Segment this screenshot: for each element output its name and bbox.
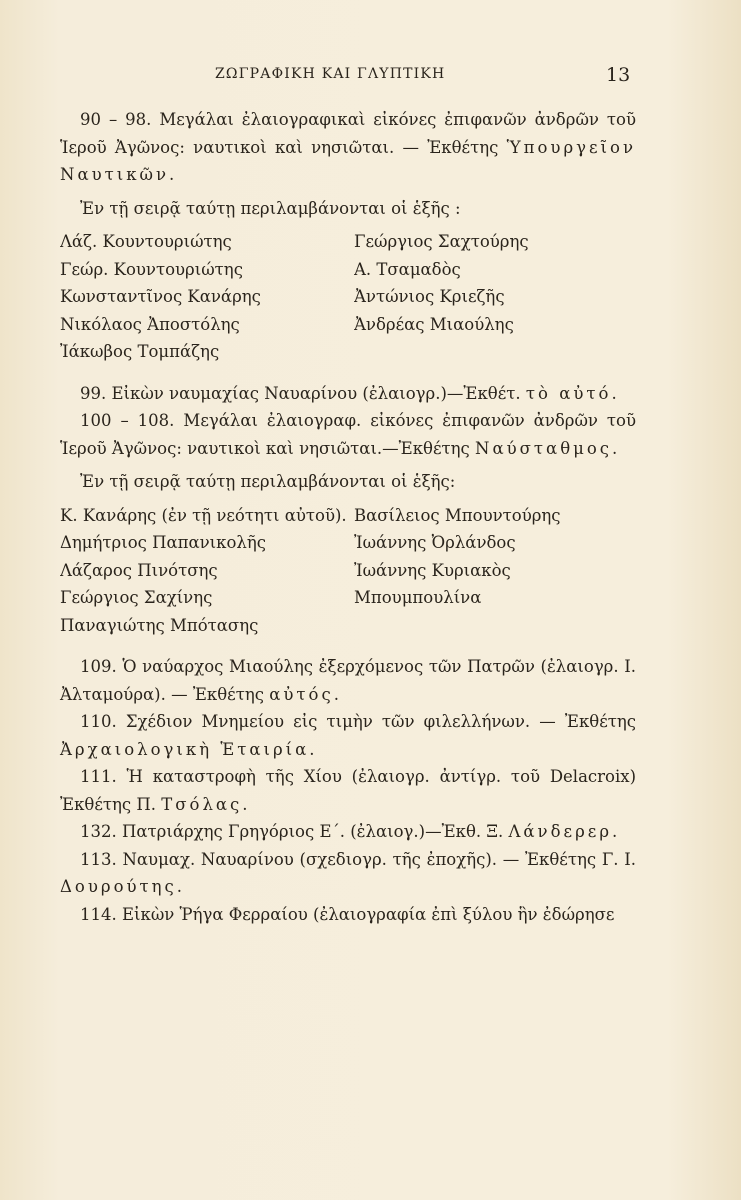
- name-item: Γεώργιος Σαχτούρης: [354, 232, 529, 251]
- page-content: [60, 106, 636, 928]
- entry-exhibitor: Ὑπουργεῖον Ναυτικῶν.: [60, 137, 636, 184]
- running-title: ΖΩΓΡΑΦΙΚΗ ΚΑΙ ΓΛΥΠΤΙΚΗ: [215, 66, 446, 82]
- entry-number: 111.: [80, 767, 117, 786]
- entry-exhibitor: Δουρούτης.: [60, 877, 186, 896]
- entry-text: Μεγάλαι ἐλαιογραφικαὶ εἰκόνες ἐπιφανῶν ἀνδρῶν τοῦ Ἱεροῦ Ἀγῶνος: ναυτικοὶ καὶ νησιῶται. — Ἐκθέτης: [60, 110, 636, 157]
- entry-text: Εἰκὼν Ῥήγα Φερραίου (ἐλαιογραφία ἐπὶ ξύλου ἣν ἐδώρησε: [122, 904, 615, 924]
- name-item: Α. Τσαμαδὸς: [354, 259, 461, 279]
- name-item: Ἀντώνιος Κριεζῆς: [354, 287, 505, 306]
- entry-text: Πατριάρχης Γρηγόριος Ε΄. (ἐλαιογ.)—Ἐκθ. Ξ.: [122, 822, 509, 841]
- entry-number: 110.: [80, 712, 117, 731]
- entry-text: Σχέδιον Μνημείου εἰς τιμὴν τῶν φιλελλήνων. — Ἐκθέτης: [125, 712, 636, 731]
- entry-text: Μεγάλαι ἐλαιογραφ. εἰκόνες ἐπιφανῶν ἀνδρῶν τοῦ Ἱεροῦ Ἀγῶνος: ναυτικοὶ καὶ νησιῶται.—Ἐκθέτης: [60, 411, 637, 458]
- name-item: Γεώργιος Σαχίνης: [60, 588, 213, 607]
- entry-number: 132.: [80, 822, 117, 841]
- entry-exhibitor: Ἀρχαιολογικὴ Ἑταιρία.: [60, 739, 318, 759]
- entry-text: Ἡ καταστροφὴ τῆς Χίου (ἐλαιογρ. ἀντίγρ. τοῦ Delacroix) Ἐκθέτης Π.: [60, 767, 637, 814]
- entry-exhibitor: αὐτός.: [269, 684, 342, 704]
- page-number: 13: [606, 64, 631, 86]
- name-item: Μπουμπουλίνα: [354, 588, 482, 607]
- entry-number: 99.: [80, 383, 107, 403]
- series-intro: Ἐν τῇ σειρᾷ ταύτῃ περιλαμβάνονται οἱ ἑξῆς:: [80, 472, 456, 491]
- series-intro: Ἐν τῇ σειρᾷ ταύτῃ περιλαμβάνονται οἱ ἑξῆς :: [80, 198, 461, 218]
- name-item: Ἰωάννης Κυριακὸς: [354, 560, 511, 580]
- entry-number: 113.: [80, 849, 117, 869]
- running-head: [0, 66, 741, 90]
- name-item: Παναγιώτης Μπότασης: [60, 615, 259, 635]
- entry-text: Ὁ ναύαρχος Μιαούλης ἐξερχόμενος τῶν Πατρῶν (ἐλαιογρ. Ι. Ἀλταμούρα). — Ἐκθέτης: [60, 657, 636, 704]
- entry-exhibitor: Τσόλας.: [161, 794, 251, 814]
- catalog-entry: [60, 708, 636, 763]
- entry-text: Εἰκὼν ναυμαχίας Ναυαρίνου (ἐλαιογρ.)—Ἐκθέτ.: [111, 383, 526, 403]
- names-list: [60, 502, 636, 640]
- name-item: Νικόλαος Ἀποστόλης: [60, 314, 240, 334]
- entry-exhibitor: Λάνδερερ.: [508, 822, 621, 841]
- name-item: Ἰάκωβος Τομπάζης: [60, 342, 220, 361]
- catalog-entry: [60, 106, 636, 189]
- name-item: Γεώρ. Κουντουριώτης: [60, 259, 243, 279]
- name-item: Δημήτριος Παπανικολῆς: [60, 533, 266, 552]
- catalog-entry: [60, 818, 636, 846]
- catalog-entry: [60, 846, 636, 901]
- names-list: [60, 228, 636, 366]
- name-item: Κωνσταντῖνος Κανάρης: [60, 287, 261, 306]
- name-item: Κ. Κανάρης (ἐν τῇ νεότητι αὐτοῦ).: [60, 505, 347, 525]
- name-item: Ἰωάννης Ὀρλάνδος: [354, 533, 516, 552]
- name-item: Λάζαρος Πινότσης: [60, 560, 218, 580]
- catalog-entry: [60, 407, 636, 462]
- catalog-entry: [60, 653, 636, 708]
- entry-number: 100 – 108.: [80, 411, 175, 430]
- entry-number: 114.: [80, 904, 117, 924]
- entry-number: 109.: [80, 657, 117, 676]
- catalog-entry: [60, 901, 636, 929]
- name-item: Ἀνδρέας Μιαούλης: [354, 314, 514, 334]
- name-item: Λάζ. Κουντουριώτης: [60, 232, 232, 251]
- entry-text: Ναυμαχ. Ναυαρίνου (σχεδιογρ. τῆς ἐποχῆς). — Ἐκθέτης Γ. Ι.: [122, 849, 636, 869]
- entry-number: 90 – 98.: [80, 110, 152, 129]
- catalog-entry: [60, 380, 636, 408]
- name-item: Βασίλειος Μπουντούρης: [354, 505, 561, 525]
- entry-exhibitor: Ναύσταθμος.: [475, 438, 621, 458]
- entry-exhibitor: τὸ αὐτό.: [525, 383, 620, 403]
- catalog-entry: [60, 763, 636, 818]
